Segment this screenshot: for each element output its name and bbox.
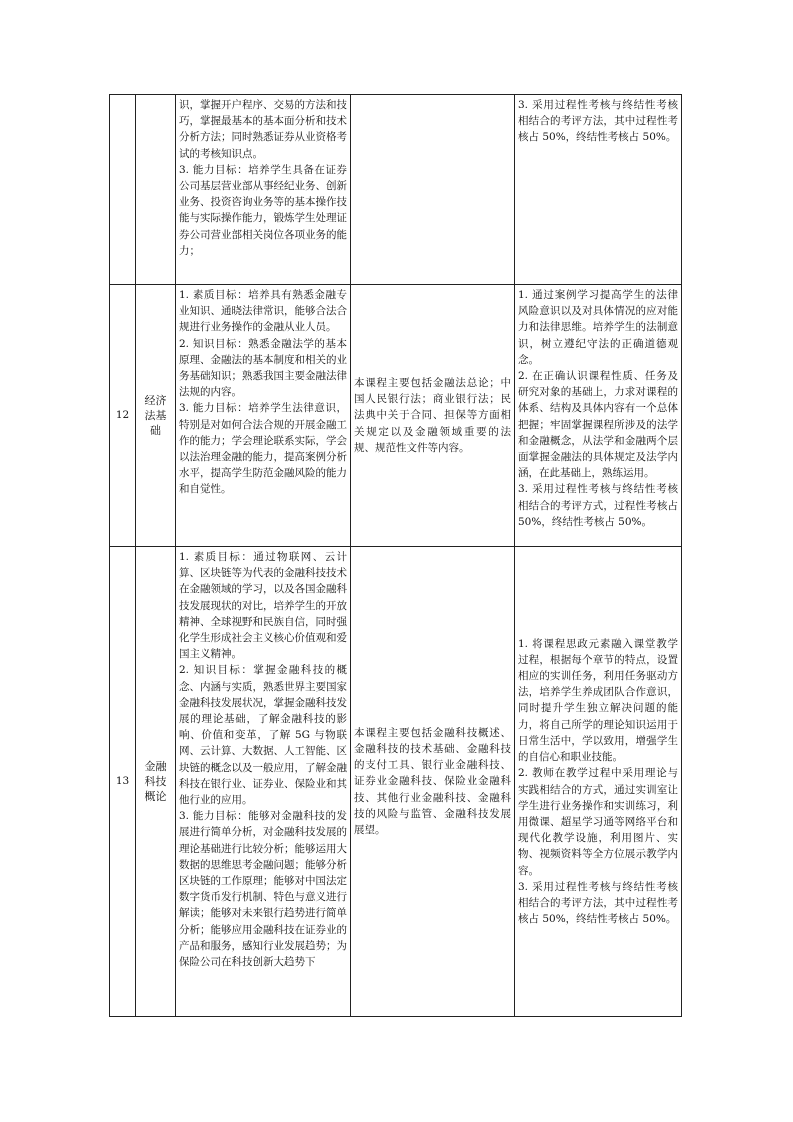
requirement-item: 1. 通过案例学习提高学生的法律风险意识以及对具体情况的应对能力和法律思维。培养学生的法制意识，树立遵纪守法的正确道德观念。	[518, 289, 678, 366]
objective-item: 1. 素质目标：培养具有熟悉金融专业知识、通晓法律常识，能够合法合规进行业务操作的金融从业人员。	[179, 289, 347, 334]
objective-item: 3. 能力目标：培养学生法律意识，特别是对如何合法合规的开展金融工作的能力；学会理论联系实际，学会以法治理金融的能力，提高案例分析水平，提高学生防范金融风险的能力和自觉性。	[179, 402, 347, 496]
course-name: 金融科技概论	[136, 547, 176, 1017]
course-table	[109, 94, 682, 1017]
objective-item: 2. 知识目标：掌握金融科技的概念、内涵与实质，熟悉世界主要国家金融科技发展状况，掌握金融科技发展的理论基础，了解金融科技的影响、价值和变革，了解 5G 与物联网、云计算、大数据、人工智能、区块链的概念以及一般应用，了解金融科技在银行业、证券业、保险业和其他行业的应用。	[179, 664, 347, 807]
table-row	[110, 547, 682, 1017]
content-cell	[351, 285, 515, 547]
requirements-cell	[515, 547, 682, 1017]
requirement-item: 3. 采用过程性考核与终结性考核相结合的考评方法，其中过程性考核占 50%，终结性考核占 50%。	[518, 880, 678, 926]
content-cell	[351, 95, 515, 285]
course-number: 12	[110, 285, 136, 547]
course-name	[136, 95, 176, 285]
content-text: 本课程主要包括金融科技概述、金融科技的技术基础、金融科技的支付工具、银行业金融科技、证券业金融科技、保险业金融科技、其他行业金融科技、金融科技的风险与监管、金融科技发展展望。	[354, 726, 511, 836]
table-row	[110, 95, 682, 285]
course-name: 经济法基础	[136, 285, 176, 547]
requirement-item: 3. 采用过程性考核与终结性考核相结合的考评方式，过程性考核占 50%，终结性考核占 50%。	[518, 483, 678, 528]
objective-item: 识，掌握开户程序、交易的方法和技巧，掌握最基本的基本面分析和技术分析方法；同时熟悉证券从业资格考试的考核知识点。	[179, 99, 347, 160]
objective-item: 3. 能力目标：培养学生具备在证券公司基层营业部从事经纪业务、创新业务、投资咨询业务等的基本操作技能与实际操作能力，锻炼学生处理证券公司营业部相关岗位各项业务的能力；	[179, 163, 347, 257]
requirements-cell	[515, 95, 682, 285]
content-text: 本课程主要包括金融法总论；中国人民银行法；商业银行法；民法典中关于合同、担保等方面相关规定以及金融领域重要的法规、规范性文件等内容。	[354, 376, 511, 454]
requirement-item: 1. 将课程思政元素融入课堂教学过程，根据每个章节的特点，设置相应的实训任务，利用任务驱动方法，培养学生养成团队合作意识，同时提升学生独立解决问题的能力，将自己所学的理论知识运用于日常生活中，学以致用，增强学生的自信心和职业技能。	[518, 637, 678, 764]
requirements-cell	[515, 285, 682, 547]
course-number	[110, 95, 136, 285]
course-number: 13	[110, 547, 136, 1017]
objective-item: 2. 知识目标：熟悉金融法学的基本原理、金融法的基本制度和相关的业务基础知识；熟悉我国主要金融法律法规的内容。	[179, 337, 347, 399]
requirement-item: 3. 采用过程性考核与终结性考核相结合的考评方法，其中过程性考核占 50%，终结性考核占 50%。	[518, 99, 678, 144]
table-row	[110, 285, 682, 547]
content-cell	[351, 547, 515, 1017]
requirement-item: 2. 教师在教学过程中采用理论与实践相结合的方式，通过实训室让学生进行业务操作和实训练习，利用微课、超星学习通等网络平台和现代化教学设施，利用图片、实物、视频资料等全方位展示教学内容。	[518, 767, 678, 877]
requirement-item: 2. 在正确认识课程性质、任务及研究对象的基础上，力求对课程的体系、结构及具体内容有一个总体把握；牢固掌握课程所涉及的法学和金融概念，从法学和金融两个层面掌握金融法的具体规定及法学内涵，在此基础上，熟练运用。	[518, 370, 678, 480]
objectives-cell	[176, 285, 351, 547]
objective-item: 1. 素质目标：通过物联网、云计算、区块链等为代表的金融科技技术在金融领域的学习，以及各国金融科技发展现状的对比，培养学生的开放精神、全球视野和民族自信，同时强化学生形成社会主义核心价值观和爱国主义精神。	[179, 551, 347, 661]
objectives-cell	[176, 95, 351, 285]
objectives-cell	[176, 547, 351, 1017]
objective-item: 3. 能力目标：能够对金融科技的发展进行简单分析，对金融科技发展的理论基础进行比较分析；能够运用大数据的思维思考金融问题；能够分析区块链的工作原理；能够对中国法定数字货币发行机制、特色与意义进行解读；能够对未来银行趋势进行简单分析；能够应用金融科技在证券业的产品和服务，感知行业发展趋势；为保险公司在科技创新大趋势下	[179, 810, 347, 969]
